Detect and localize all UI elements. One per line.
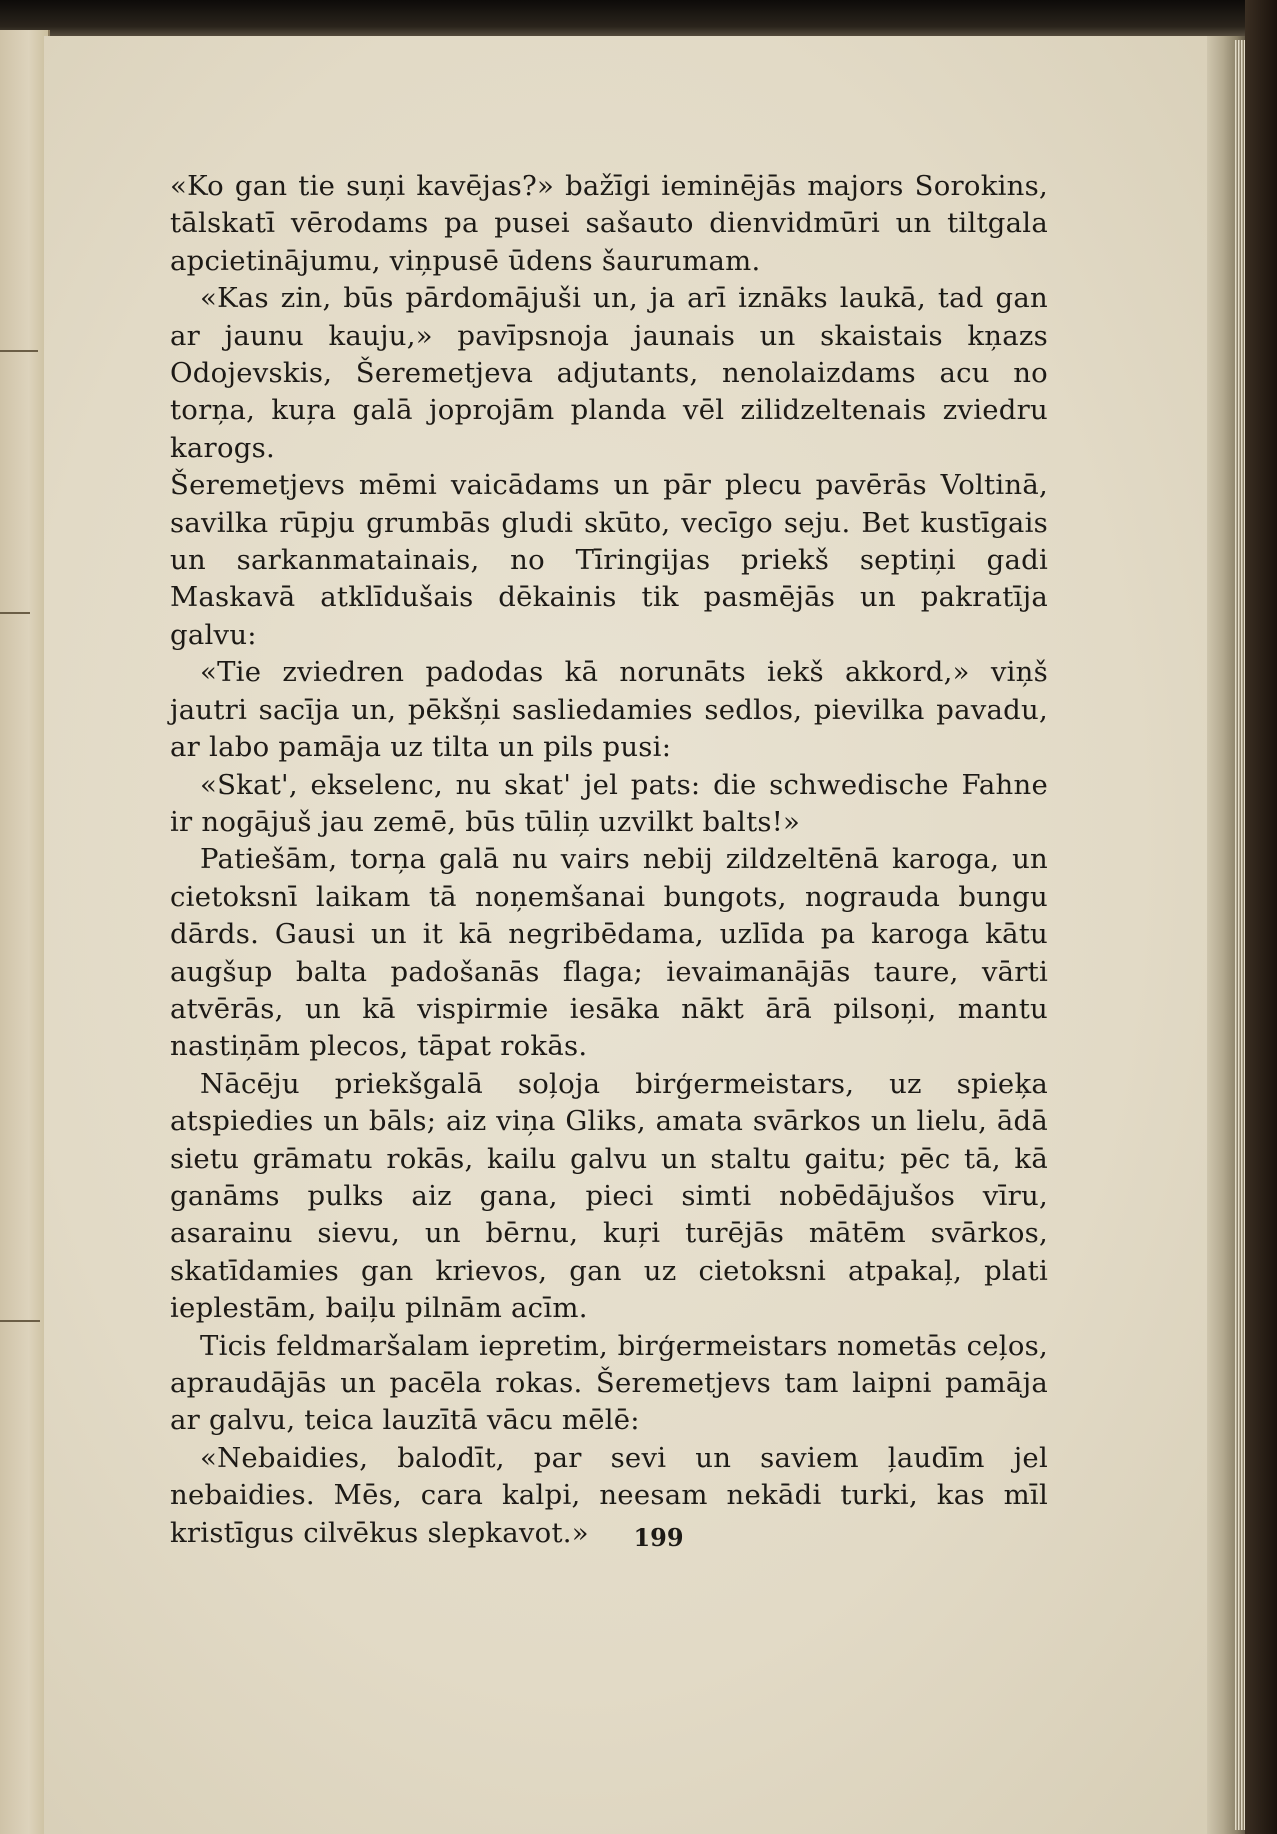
paragraph: Šeremetjevs mēmi vaicādams un pār plecu pavērās Voltinā, savilka rūpju grumbās gludi skūto, vecīgo seju. Bet kustīgais un sarkanmatainais, no Tīringijas priekš septiņi gadi Maskavā atklīdušais dēkainis tik pasmējās un pakratīja galvu: [170, 469, 1048, 651]
paragraph: Ticis feldmaršalam iepretim, birģermeistars nometās ceļos, apraudājās un pacēla rokas. Šeremetjevs tam laipni pamāja ar galvu, teica lauzītā vācu mēlē: [170, 1329, 1048, 1437]
margin-mark [0, 1320, 40, 1322]
paragraph: «Skat', ekselenc, nu skat' jel pats: die schwedische Fahne ir nogājuš jau zemē, būs tūliņ uzvilkt balts!» [170, 768, 1048, 838]
margin-mark [0, 612, 30, 614]
book-spine [1245, 0, 1277, 1834]
body-text [170, 168, 1048, 1552]
left-page-edge [0, 30, 50, 1834]
top-shadow [0, 0, 1277, 38]
paragraph: «Ko gan tie suņi kavējas?» bažīgi ieminējās majors Sorokins, tālskatī vērodams pa pusei sašauto dienvidmūri un tiltgala apcietinājumu, viņpusē ūdens šaurumam. [170, 170, 1048, 277]
margin-mark [0, 350, 38, 352]
page-number: 199 [633, 1523, 684, 1552]
paragraph: Nācēju priekšgalā soļoja birģermeistars, uz spieķa atspiedies un bāls; aiz viņa Gliks, amata svārkos un lielu, ādā sietu grāmatu rokās, kailu galvu un staltu gaitu; pēc tā, kā ganāms pulks aiz gana, pieci simti nobēdājušos vīru, asarainu sievu, un bērnu, kuŗi turējās mātēm svārkos, skatīdamies gan krievos, gan uz cietoksni atpakaļ, plati ieplestām, baiļu pilnām acīm. [170, 1067, 1048, 1325]
paragraph: «Tie zviedren padodas kā norunāts iekš akkord,» viņš jautri sacīja un, pēkšņi sasliedamies sedlos, pievilka pavadu, ar labo pamāja uz tilta un pils pusi: [170, 656, 1048, 764]
paragraph: «Kas zin, būs pārdomājuši un, ja arī iznāks laukā, tad gan ar jaunu kauju,» pavīpsnoja jaunais un skaistais kņazs Odojevskis, Šeremetjeva adjutants, nenolaizdams acu no torņa, kuŗa galā joprojām planda vēl zilidzeltenais zviedru karogs. [170, 282, 1048, 464]
paragraph: Patiešām, torņa galā nu vairs nebij zildzeltēnā karoga, un cietoksnī laikam tā noņemšanai bungots, nograuda bungu dārds. Gausi un it kā negribēdama, uzlīda pa karoga kātu augšup balta padošanās flaga; ievaimanājās taure, vārti atvērās, un kā vispirmie iesāka nākt ārā pilsoņi, mantu nastiņām plecos, tāpat rokās. [170, 843, 1048, 1063]
page-stack-edge [1235, 40, 1245, 1830]
paragraph: «Nebaidies, balodīt, par sevi un saviem ļaudīm jel nebaidies. Mēs, cara kalpi, neesam nekādi turki, kas mīl kristīgus cilvēkus slepkavot.» [170, 1441, 1048, 1549]
